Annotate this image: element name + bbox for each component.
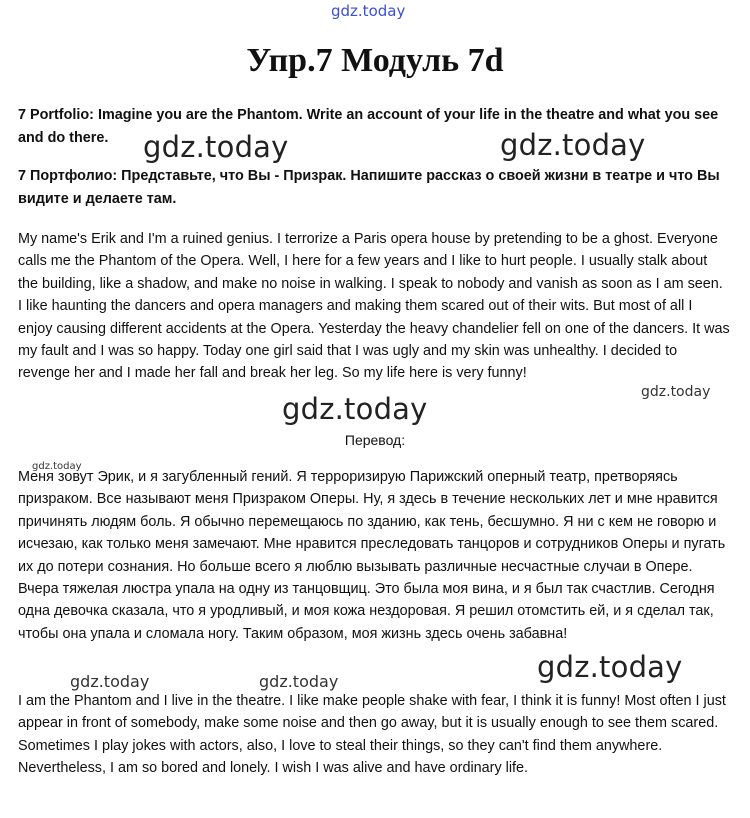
watermark-6: gdz.today (537, 650, 683, 684)
watermark-3: gdz.today (282, 392, 428, 426)
watermark-5: gdz.today (32, 461, 82, 472)
answer-english-1: My name's Erik and I'm a ruined genius. I terrorize a Paris opera house by pretending to be a ghost. Everyone calls me the Phantom of the Opera. Well, I here for a few years and I like to hurt people. I usually stalk about the building, like a shadow, and make no noise in walking. I speak to nobody and vanish as soon as I am seen. I like haunting the dancers and opera managers and making them scared out of their wits. But most of all I enjoy causing different accidents at the Opera. Yesterday the heavy chandelier fell on one of the dancers. It was my fault and I was so happy. Today one girl said that I was ugly and my skin was unhealthy. I decided to revenge her and I made her fall and break her leg. So my life here is very funny! (18, 231, 730, 382)
translation-label: Перевод: (344, 432, 406, 448)
answer-russian: Меня зовут Эрик, и я загубленный гений. Я терроризирую Парижский оперный театр, претворяясь призраком. Все называют меня Призраком Оперы. Ну, я здесь в течение нескольких лет и мне нравится причинять людям боль. Я обычно перемещаюсь по зданию, как тень, бесшумно. Я ни с кем не говорю и исчезаю, как только меня замечают. Мне нравится преследовать танцоров и сотрудников Оперы и пугать их до потери сознания. Но больше всего я люблю вызывать различные несчастные случаи в Опере. Вчера тяжелая люстра упала на одну из танцовщиц. Это была моя вина, и я был так счастлив. Сегодня одна девочка сказала, что я уродливый, и моя кожа нездоровая. Я решил отомстить ей, и я сделал так, чтобы она упала и сломала ногу. Таким образом, моя жизнь здесь очень забавна! (18, 469, 726, 642)
watermark-8: gdz.today (259, 672, 339, 691)
watermark-1: gdz.today (143, 130, 289, 164)
watermark-4: gdz.today (641, 384, 711, 400)
watermark-7: gdz.today (70, 672, 150, 691)
watermark-2: gdz.today (500, 128, 646, 162)
watermark-top: gdz.today (331, 2, 406, 20)
task-russian: 7 Портфолио: Представьте, что Вы - Призрак. Напишите рассказ о своей жизни в театре и что Вы видите и делаете там. (18, 168, 720, 207)
answer-english-2: I am the Phantom and I live in the theatre. I like make people shake with fear, I think it is funny! Most often I just appear in front of somebody, make some noise and then go away, but it is usually enough to see them scared. Sometimes I play jokes with actors, also, I love to steal their things, so they can't find them anywhere. Nevertheless, I am so bored and lonely. I wish I was alive and have ordinary life. (18, 693, 726, 777)
task-english: 7 Portfolio: Imagine you are the Phantom. Write an account of your life in the theatre and what you see and do there. (18, 107, 719, 146)
page-title: Упр.7 Модуль 7d (246, 42, 504, 79)
